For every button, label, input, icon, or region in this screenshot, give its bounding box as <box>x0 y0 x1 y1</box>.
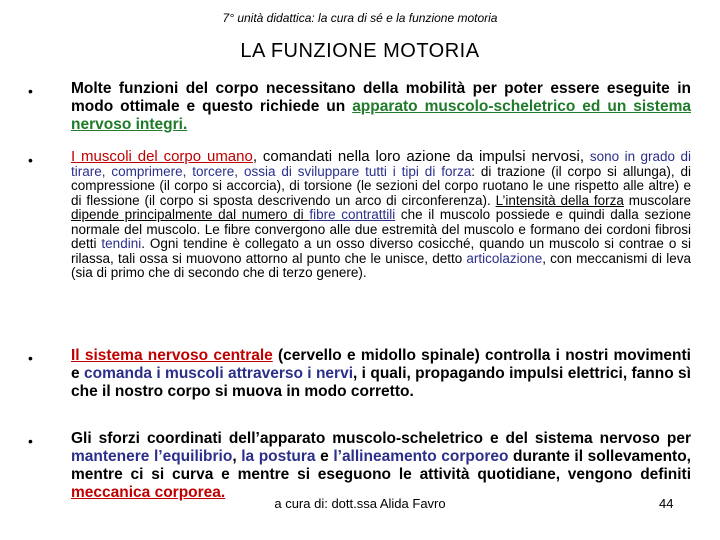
paragraph-body-mechanics <box>71 430 691 502</box>
p4-text: , <box>232 448 242 465</box>
p4-text: e <box>315 448 334 465</box>
bullet-marker: • <box>28 350 33 366</box>
p3-text: , i quali, propagando impulsi elettrici, fanno sì che il nostro corpo si muova in modo corretto. <box>71 365 691 400</box>
p3-command: comanda i muscoli attraverso i nervi <box>83 365 354 382</box>
bullet-marker: • <box>28 152 33 168</box>
paragraph-muscles <box>71 150 691 281</box>
p2-forces: sono in grado di tirare, comprimere, torcere, ossia di sviluppare tutti i tipi di forza <box>71 149 691 179</box>
paragraph-nervous-system <box>71 347 691 401</box>
p2-joint: articolazione <box>466 250 543 266</box>
p3-cns-title: Il sistema nervoso centrale <box>71 347 273 364</box>
p1-text: Molte funzioni del corpo necessitano della mobilità per poter essere eseguite in modo ottimale e questo richiede un <box>71 80 691 115</box>
bullet-marker: • <box>28 433 33 449</box>
footer-author: a cura di: dott.ssa Alida Favro <box>274 496 446 511</box>
p4-posture: la postura <box>241 448 316 465</box>
p2-text: muscolare <box>623 192 691 208</box>
p4-balance: mantenere l’equilibrio <box>71 448 233 465</box>
p2-text: : di trazione (il corpo si allunga), di compressione (il corpo si accorcia), di torsione (le sezioni del corpo ruotano le une rispetto alle altre) e di flessione (il corpo si sposta descrivendo un arco di circonferenza). <box>71 163 691 208</box>
p4-text: durante il sollevamento, mentre ci si curva e mentre si eseguono le attività quotidiane, vengono definiti <box>71 448 691 483</box>
slide-header: 7° unità didattica: la cura di sé e la funzione motoria <box>222 11 498 25</box>
p4-alignment: l’allineamento corporeo <box>333 448 509 465</box>
paragraph-mobility <box>71 80 691 134</box>
p2-text: che il muscolo possiede e quindi dalla sezione normale del muscolo. Le fibre convergono alle due estremità del muscolo e formano dei cordoni fibrosi detti <box>71 207 691 251</box>
p2-text: . Ogni tendine è collegato a un osso diverso cosicché, quando un muscolo si contrae o si rilassa, tali ossa si muovono attorno al punto che le unisce, detto <box>71 236 691 266</box>
page-number: 44 <box>659 496 674 511</box>
p2-tendons: tendini <box>101 236 142 251</box>
p2-depends: dipende principalmente dal numero di <box>71 207 310 222</box>
p4-body-mechanics: meccanica corporea. <box>71 484 226 501</box>
p2-muscles-title: I muscoli del corpo umano <box>71 148 253 165</box>
p1-highlight: apparato muscolo-scheletrico ed un sistema nervoso integri. <box>71 98 691 133</box>
bullet-marker: • <box>28 83 33 99</box>
p2-force-intensity: L’intensità della forza <box>495 192 624 208</box>
p4-text: Gli sforzi coordinati dell’apparato muscolo-scheletrico e del sistema nervoso per <box>71 430 691 447</box>
p2-text: , con meccanismi di leva (sia di primo che di secondo che di terzo genere). <box>71 250 691 280</box>
p2-fibers: fibre contrattili <box>309 207 396 222</box>
page-title: LA FUNZIONE MOTORIA <box>240 40 480 62</box>
p3-text: (cervello e midollo spinale) controlla i nostri movimenti e <box>71 347 691 382</box>
p2-text: , comandati nella loro azione da impulsi nervosi, <box>252 148 590 165</box>
